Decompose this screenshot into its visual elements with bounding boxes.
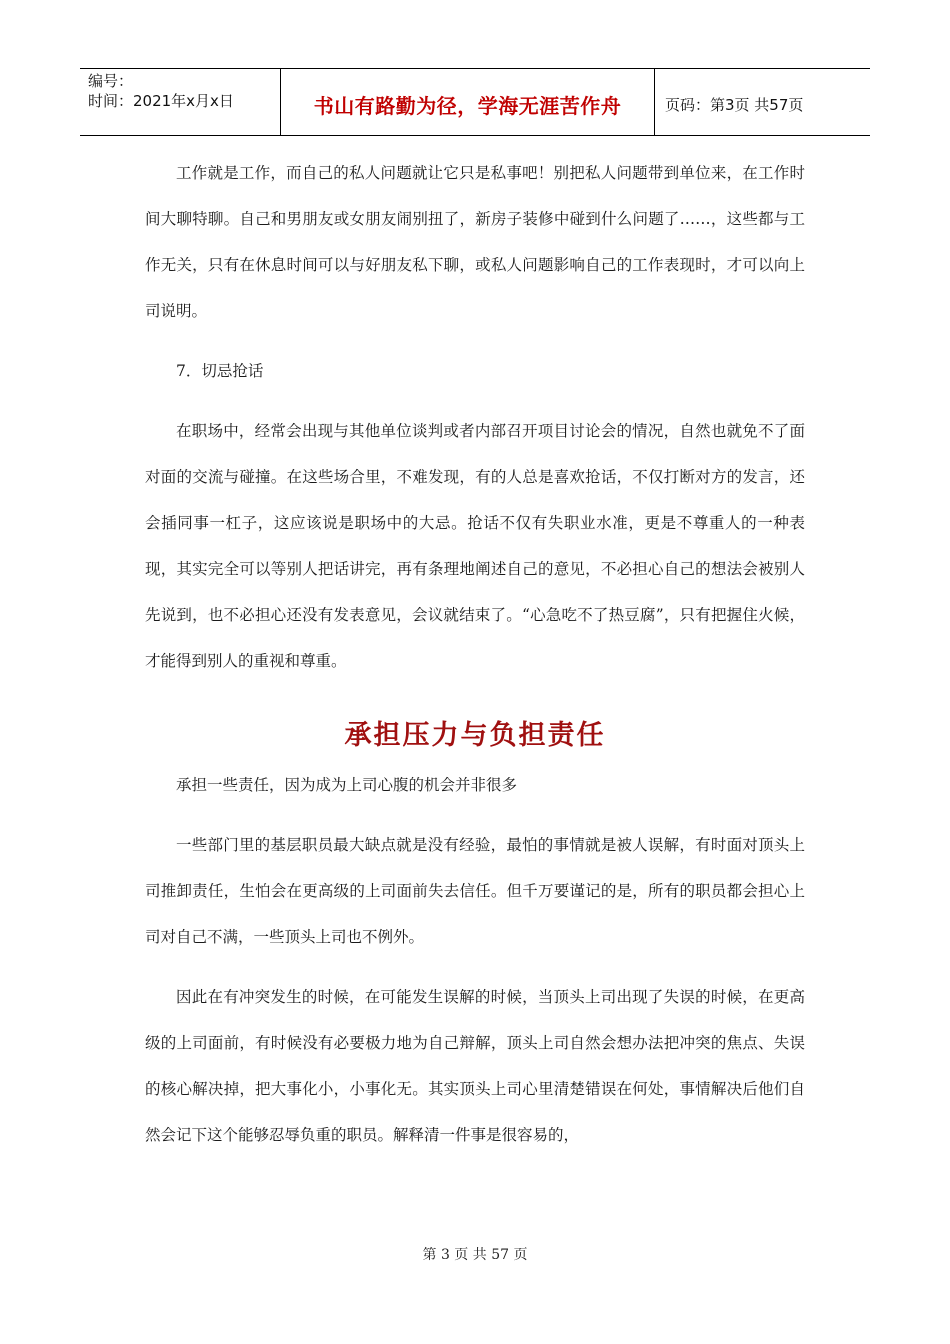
header-page-cell (655, 69, 870, 135)
document-header (80, 68, 870, 136)
section-heading: 承担压力与负担责任 (344, 720, 606, 751)
page-footer: 第 3 页 共 57 页 (422, 1247, 528, 1263)
paragraph-interrupting: 在职场中，经常会出现与其他单位谈判或者内部召开项目讨论会的情况，自然也就免不了面对面的交流与碰撞。在这些场合里，不难发现，有的人总是喜欢抢话，不仅打断对方的发言，还会插同事一杠子，这应该说是职场中的大忌。抢话不仅有失职业水准，更是不尊重人的一种表现，其实完全可以等别人把话讲完，再有条理地阐述自己的意见，不必担心自己的想法会被别人先说到，也不必担心还没有发表意见，会议就结束了。“心急吃不了热豆腐”，只有把握住火候，才能得到别人的重视和尊重。 (145, 422, 805, 670)
paragraph-private-issues: 工作就是工作，而自己的私人问题就让它只是私事吧！别把私人问题带到单位来，在工作时间大聊特聊。自己和男朋友或女朋友闹别扭了，新房子装修中碰到什么问题了……，这些都与工作无关，只有在休息时间可以与好朋友私下聊，或私人问题影响自己的工作表现时，才可以向上司说明。 (145, 164, 805, 320)
document-body (145, 150, 805, 1158)
header-meta (80, 69, 281, 135)
header-number-label: 编号： (88, 72, 134, 90)
paragraph-intro: 承担一些责任，因为成为上司心腹的机会并非很多 (176, 776, 518, 794)
paragraph-inexperience: 一些部门里的基层职员最大缺点就是没有经验，最怕的事情就是被人误解，有时面对顶头上司推卸责任，生怕会在更高级的上司面前失去信任。但千万要谨记的是，所有的职员都会担心上司对自己不满，一些顶头上司也不例外。 (145, 836, 805, 946)
header-motto-cell (281, 69, 655, 135)
list-item-heading: 7．切忌抢话 (176, 362, 264, 380)
header-motto: 书山有路勤为径，学海无涯苦作舟 (313, 93, 622, 118)
header-time-label: 时间：2021年x月x日 (88, 92, 234, 110)
header-page-info: 页码：第3页 共57页 (665, 95, 804, 114)
paragraph-conflict: 因此在有冲突发生的时候，在可能发生误解的时候，当顶头上司出现了失误的时候，在更高级的上司面前，有时候没有必要极力地为自己辩解，顶头上司自然会想办法把冲突的焦点、失误的核心解决掉，把大事化小，小事化无。其实顶头上司心里清楚错误在何处，事情解决后他们自然会记下这个能够忍辱负重的职员。解释清一件事是很容易的， (145, 988, 805, 1144)
